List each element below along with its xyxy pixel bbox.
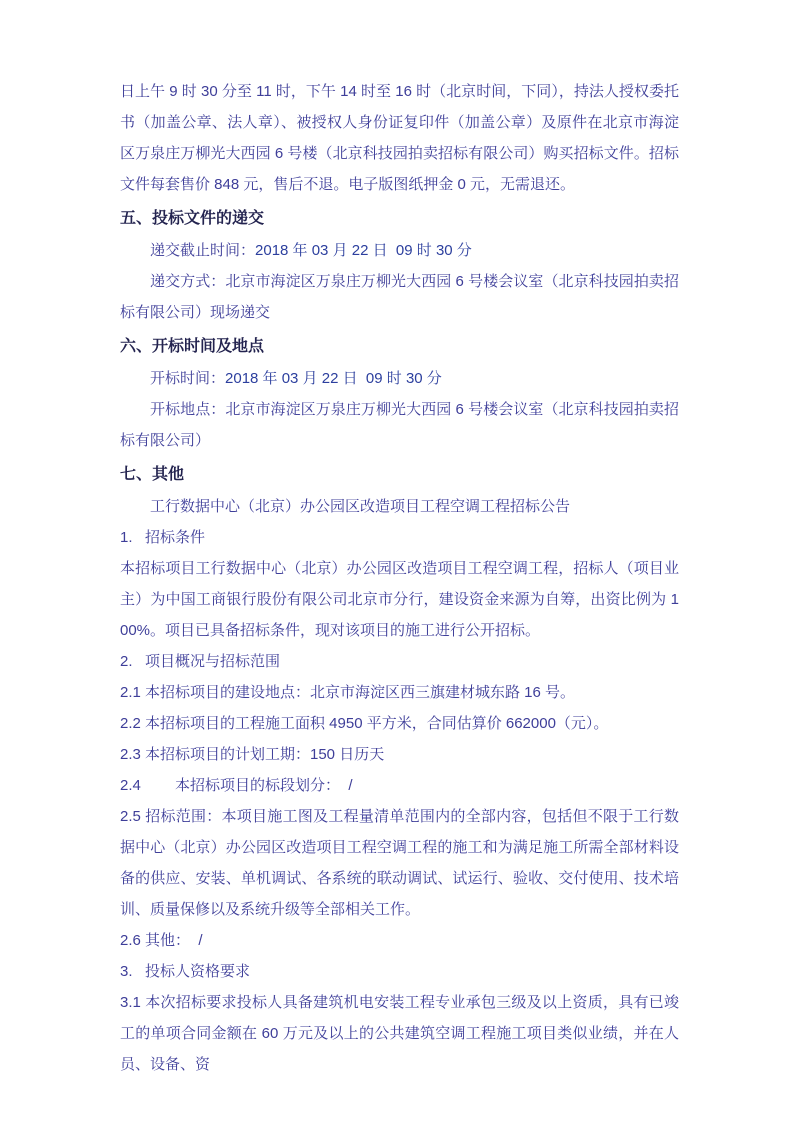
opening-time-label: 开标时间： — [150, 370, 226, 387]
opening-location-line: 开标地点：北京市海淀区万泉庄万柳光大西园 6 号楼会议室（北京科技园拍卖招标有限公司） — [120, 401, 679, 449]
list-item-number: 2. — [120, 653, 133, 670]
list-item-3 — [120, 956, 679, 987]
list-item-2-5 — [120, 801, 679, 925]
list-item-2 — [120, 646, 679, 677]
list-item-2-4 — [120, 770, 679, 801]
list-item-text: 招标条件 — [145, 529, 206, 546]
list-item-text: 投标人资格要求 — [145, 963, 251, 980]
list-item-1 — [120, 522, 679, 553]
list-item-text: 本招标项目的工程施工面积 4950 平方米，合同估算价 662000（元）。 — [145, 715, 609, 732]
list-item-number: 2.4 — [120, 777, 141, 794]
submission-method-line: 递交方式：北京市海淀区万泉庄万柳光大西园 6 号楼会议室（北京科技园拍卖招标有限公司）现场递交 — [120, 273, 679, 321]
submission-deadline-label: 递交截止时间： — [150, 242, 256, 259]
submission-deadline-value: 2018 年 03 月 22 日 09 时 30 分 — [255, 242, 472, 259]
list-item-2-3 — [120, 739, 679, 770]
list-item-text: 本次招标要求投标人具备建筑机电安装工程专业承包三级及以上资质，具有已竣工的单项合同金额在 60 万元及以上的公共建筑空调工程施工项目类似业绩，并在人员、设备、资 — [120, 994, 679, 1073]
section-heading-bid-opening: 六、开标时间及地点 — [120, 338, 265, 355]
list-item-number: 2.5 — [120, 808, 141, 825]
opening-time-value: 2018 年 03 月 22 日 09 时 30 分 — [225, 370, 442, 387]
list-item-number: 1. — [120, 529, 133, 546]
list-item-3-1 — [120, 987, 679, 1080]
list-item-2-6 — [120, 925, 679, 956]
list-item-number: 3. — [120, 963, 133, 980]
list-item-number: 2.3 — [120, 746, 141, 763]
list-item-text: 招标范围：本项目施工图及工程量清单范围内的全部内容，包括但不限于工行数据中心（北京）办公园区改造项目工程空调工程的施工和为满足施工所需全部材料设备的供应、安装、单机调试、各系统的联动调试、试运行、验收、交付使用、技术培训、质量保修以及系统升级等全部相关工作。 — [120, 808, 679, 918]
list-item-text: 本招标项目的标段划分： / — [175, 777, 353, 794]
section-heading-other: 七、其他 — [120, 466, 185, 483]
list-item-number: 2.2 — [120, 715, 141, 732]
paragraph-bid-conditions: 本招标项目工行数据中心（北京）办公园区改造项目工程空调工程，招标人（项目业主）为中国工商银行股份有限公司北京市分行，建设资金来源为自筹，出资比例为 100%。项目已具备招标条件，现对该项目的施工进行公开招标。 — [120, 560, 679, 639]
list-item-number: 2.6 — [120, 932, 141, 949]
list-item-2-2 — [120, 708, 679, 739]
list-item-number: 2.1 — [120, 684, 141, 701]
list-item-number: 3.1 — [120, 994, 141, 1011]
list-item-text: 本招标项目的建设地点：北京市海淀区西三旗建材城东路 16 号。 — [145, 684, 576, 701]
list-item-2-1 — [120, 677, 679, 708]
section-heading-bid-submission: 五、投标文件的递交 — [120, 210, 265, 227]
announcement-title-line: 工行数据中心（北京）办公园区改造项目工程空调工程招标公告 — [150, 498, 571, 515]
list-item-text: 本招标项目的计划工期：150 日历天 — [145, 746, 385, 763]
list-item-text: 项目概况与招标范围 — [145, 653, 281, 670]
opening-time-line — [120, 363, 679, 394]
list-item-text: 其他： / — [145, 932, 203, 949]
submission-deadline-line — [120, 235, 679, 266]
paragraph-purchase-info: 日上午 9 时 30 分至 11 时，下午 14 时至 16 时（北京时间，下同），持法人授权委托书（加盖公章、法人章）、被授权人身份证复印件（加盖公章）及原件在北京市海淀区万泉庄万柳光大西园 6 号楼（北京科技园拍卖招标有限公司）购买招标文件。招标文件每套售价 848 元，售后不退。电子版图纸押金 0 元，无需退还。 — [120, 83, 679, 193]
